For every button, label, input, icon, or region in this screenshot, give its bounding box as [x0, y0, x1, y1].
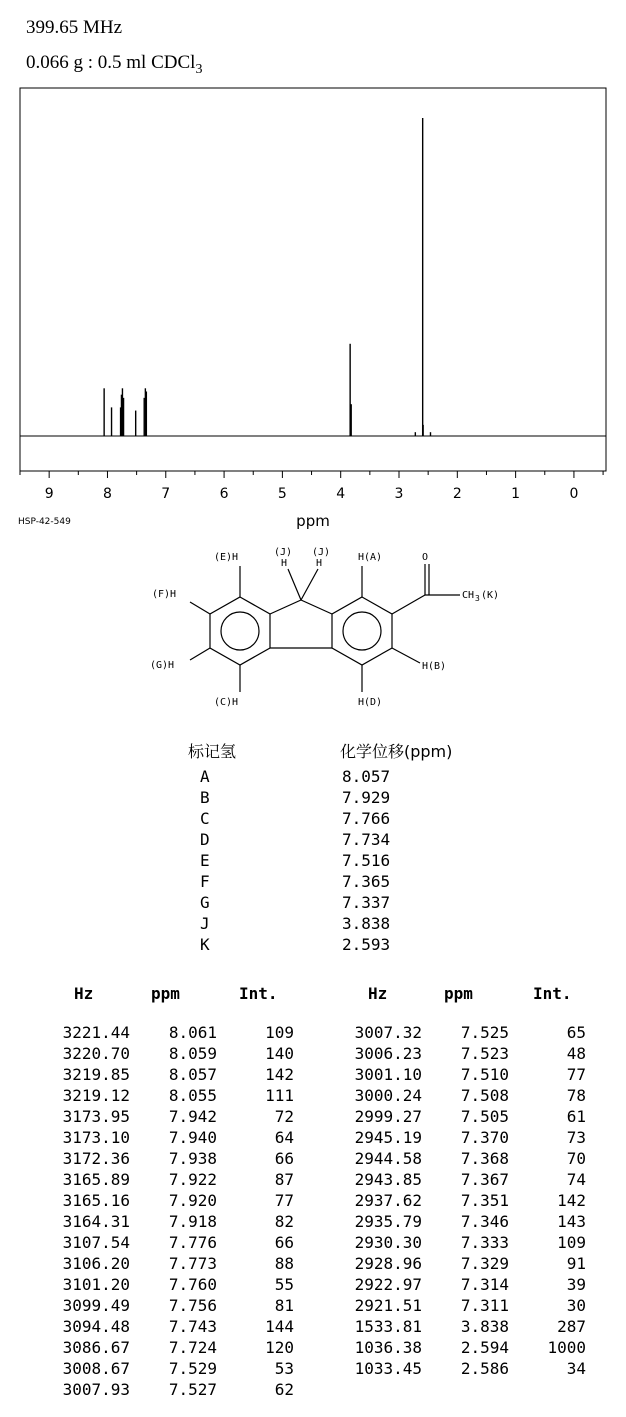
- peak-header-hz-right: Hz: [368, 984, 388, 1003]
- peak-intensity: 34: [566, 1359, 586, 1378]
- label-h-d: H(D): [358, 697, 383, 708]
- peak-intensity: 64: [274, 1128, 294, 1147]
- x-tick-label: 7: [161, 486, 171, 502]
- peak-hz: 2928.96: [354, 1254, 422, 1273]
- peak-hz: 2937.62: [354, 1191, 422, 1210]
- x-axis-label: ppm: [296, 512, 330, 530]
- label-oxygen: O: [422, 552, 429, 563]
- assignment-shift: 7.516: [342, 851, 391, 870]
- assignment-shift: 7.365: [342, 872, 391, 891]
- peak-intensity: 39: [566, 1275, 586, 1294]
- peak-hz: 3101.20: [62, 1275, 130, 1294]
- peak-intensity: 66: [274, 1233, 294, 1252]
- label-ch3: CH: [462, 590, 475, 601]
- sample-subscript: 3: [195, 61, 203, 77]
- peak-intensity: 1000: [547, 1338, 586, 1357]
- peak-ppm: 8.055: [168, 1086, 217, 1105]
- peak-intensity: 82: [274, 1212, 294, 1231]
- peak-hz: 2944.58: [354, 1149, 422, 1168]
- bond-ring-carbonyl: [392, 595, 425, 614]
- x-tick-label: 2: [452, 486, 462, 502]
- x-tick-label: 6: [219, 486, 229, 502]
- peak-ppm: 7.922: [168, 1170, 217, 1189]
- x-tick-label: 4: [336, 486, 346, 502]
- peak-intensity: 70: [566, 1149, 586, 1168]
- peak-header-ppm-left: ppm: [151, 984, 180, 1003]
- peak-ppm: 7.938: [168, 1149, 217, 1168]
- label-h-c: (C)H: [214, 697, 239, 708]
- peak-hz: 2999.27: [354, 1107, 422, 1126]
- peak-hz: 3007.32: [354, 1023, 422, 1042]
- peak-hz: 1533.81: [354, 1317, 422, 1336]
- assignment-label: B: [200, 788, 210, 807]
- peak-hz: 3173.95: [62, 1107, 130, 1126]
- bond-h-f: [190, 602, 210, 614]
- peak-group: [104, 118, 430, 436]
- peak-header-hz-left: Hz: [74, 984, 94, 1003]
- peak-ppm: 7.311: [460, 1296, 509, 1315]
- peak-intensity: 143: [557, 1212, 586, 1231]
- peak-ppm: 7.756: [168, 1296, 217, 1315]
- peak-hz: 3008.67: [62, 1359, 130, 1378]
- peak-intensity: 120: [265, 1338, 294, 1357]
- peak-intensity: 72: [274, 1107, 294, 1126]
- assignment-shift: 3.838: [342, 914, 391, 933]
- peak-intensity: 111: [265, 1086, 294, 1105]
- structure-bonds: [190, 564, 460, 692]
- peak-intensity: 109: [557, 1233, 586, 1252]
- peak-ppm: 7.760: [168, 1275, 217, 1294]
- assignment-shift: 7.337: [342, 893, 391, 912]
- peak-intensity: 77: [274, 1191, 294, 1210]
- peak-intensity: 78: [566, 1086, 586, 1105]
- label-k: (K): [481, 590, 500, 601]
- assignment-label: F: [200, 872, 210, 891]
- peak-intensity: 142: [265, 1065, 294, 1084]
- peak-ppm: 7.333: [460, 1233, 509, 1252]
- peak-hz: 3219.85: [62, 1065, 130, 1084]
- peak-ppm: 8.061: [168, 1023, 217, 1042]
- spectrometer-frequency: 399.65 MHz: [26, 17, 123, 38]
- label-h-a: H(A): [358, 552, 383, 563]
- cyclopentane-bridge: [270, 600, 332, 614]
- peak-intensity: 30: [566, 1296, 586, 1315]
- peak-header-int-left: Int.: [239, 984, 278, 1003]
- peak-intensity: 55: [274, 1275, 294, 1294]
- bond-h-b: [392, 648, 420, 663]
- label-h-ch2-1: H: [281, 558, 288, 569]
- x-axis-ticks: [20, 471, 603, 502]
- peak-ppm: 7.346: [460, 1212, 509, 1231]
- peak-intensity: 91: [566, 1254, 586, 1273]
- peak-ppm: 3.838: [460, 1317, 509, 1336]
- peak-intensity: 61: [566, 1107, 586, 1126]
- peak-hz: 2943.85: [354, 1170, 422, 1189]
- ch2-bond-2: [301, 569, 318, 600]
- peak-intensity: 73: [566, 1128, 586, 1147]
- peak-hz: 3220.70: [62, 1044, 130, 1063]
- peak-hz: 2922.97: [354, 1275, 422, 1294]
- right-benzene-ring: [332, 597, 392, 665]
- peak-ppm: 7.368: [460, 1149, 509, 1168]
- peak-ppm: 8.059: [168, 1044, 217, 1063]
- x-tick-label: 3: [394, 486, 404, 502]
- peak-hz: 1036.38: [354, 1338, 422, 1357]
- peak-ppm: 7.940: [168, 1128, 217, 1147]
- right-aromatic-circle: [343, 612, 381, 650]
- x-tick-label: 1: [511, 486, 521, 502]
- ch2-bond-1: [288, 569, 301, 600]
- peak-header-int-right: Int.: [533, 984, 572, 1003]
- peak-hz: 3006.23: [354, 1044, 422, 1063]
- peak-intensity: 287: [557, 1317, 586, 1336]
- assignment-label: D: [200, 830, 210, 849]
- peak-intensity: 142: [557, 1191, 586, 1210]
- peak-ppm: 7.743: [168, 1317, 217, 1336]
- peak-ppm: 7.505: [460, 1107, 509, 1126]
- peak-intensity: 53: [274, 1359, 294, 1378]
- peak-hz: 2945.19: [354, 1128, 422, 1147]
- peak-ppm: 7.510: [460, 1065, 509, 1084]
- peak-hz: 3164.31: [62, 1212, 130, 1231]
- peak-intensity: 77: [566, 1065, 586, 1084]
- peak-intensity: 74: [566, 1170, 586, 1189]
- peak-hz: 3165.89: [62, 1170, 130, 1189]
- peak-intensity: 66: [274, 1149, 294, 1168]
- peak-intensity: 48: [566, 1044, 586, 1063]
- peak-ppm: 2.594: [460, 1338, 509, 1357]
- label-h-b: H(B): [422, 661, 447, 672]
- peak-hz: 1033.45: [354, 1359, 422, 1378]
- peak-intensity: 62: [274, 1380, 294, 1399]
- assignment-shift: 8.057: [342, 767, 391, 786]
- peak-ppm: 7.529: [168, 1359, 217, 1378]
- bond-h-g: [190, 648, 210, 660]
- peak-ppm: 7.918: [168, 1212, 217, 1231]
- assignment-shift: 2.593: [342, 935, 391, 954]
- peak-hz: 3099.49: [62, 1296, 130, 1315]
- peak-ppm: 7.724: [168, 1338, 217, 1357]
- left-benzene-ring: [210, 597, 270, 665]
- assignment-label: E: [200, 851, 210, 870]
- label-h-ch2-2: H: [316, 558, 323, 569]
- peak-intensity: 87: [274, 1170, 294, 1189]
- spectrum-code: HSP-42-549: [18, 517, 71, 527]
- peak-intensity: 81: [274, 1296, 294, 1315]
- label-h-g: (G)H: [150, 660, 175, 671]
- peak-ppm: 7.920: [168, 1191, 217, 1210]
- left-aromatic-circle: [221, 612, 259, 650]
- nmr-spectrum-chart: [0, 0, 626, 540]
- assignment-shift: 7.766: [342, 809, 391, 828]
- label-h-f: (F)H: [152, 589, 177, 600]
- assignment-header-shift: 化学位移(ppm): [340, 742, 453, 761]
- peak-ppm: 2.586: [460, 1359, 509, 1378]
- peak-hz: 3007.93: [62, 1380, 130, 1399]
- peak-hz: 3094.48: [62, 1317, 130, 1336]
- peak-hz: 3000.24: [354, 1086, 422, 1105]
- peak-ppm: 7.776: [168, 1233, 217, 1252]
- peak-intensity: 144: [265, 1317, 294, 1336]
- peak-ppm: 7.942: [168, 1107, 217, 1126]
- peak-ppm: 7.508: [460, 1086, 509, 1105]
- peak-hz: 3221.44: [62, 1023, 130, 1042]
- molecule-structure: [0, 540, 626, 730]
- peak-intensity: 65: [566, 1023, 586, 1042]
- peak-ppm: 7.367: [460, 1170, 509, 1189]
- assignment-label: J: [200, 914, 210, 933]
- peak-ppm: 7.314: [460, 1275, 509, 1294]
- assignment-label: C: [200, 809, 210, 828]
- peak-ppm: 7.351: [460, 1191, 509, 1210]
- x-tick-label: 0: [569, 486, 579, 502]
- peak-hz: 3219.12: [62, 1086, 130, 1105]
- peak-hz: 3106.20: [62, 1254, 130, 1273]
- peak-ppm: 7.523: [460, 1044, 509, 1063]
- peak-hz: 2930.30: [354, 1233, 422, 1252]
- label-ch3-subscript: 3: [475, 594, 480, 603]
- peak-hz: 3107.54: [62, 1233, 130, 1252]
- peak-ppm: 8.057: [168, 1065, 217, 1084]
- assignment-label: K: [200, 935, 210, 954]
- peak-ppm: 7.329: [460, 1254, 509, 1273]
- peak-intensity: 88: [274, 1254, 294, 1273]
- peak-intensity: 109: [265, 1023, 294, 1042]
- sample-text: 0.066 g : 0.5 ml CDCl: [26, 52, 196, 73]
- peak-header-ppm-right: ppm: [444, 984, 473, 1003]
- peak-intensity: 140: [265, 1044, 294, 1063]
- peak-ppm: 7.370: [460, 1128, 509, 1147]
- peak-hz: 3086.67: [62, 1338, 130, 1357]
- peak-hz: 2921.51: [354, 1296, 422, 1315]
- assignment-label: G: [200, 893, 210, 912]
- label-h-e: (E)H: [214, 552, 239, 563]
- peak-hz: 3001.10: [354, 1065, 422, 1084]
- assignment-shift: 7.929: [342, 788, 391, 807]
- peak-hz: 3173.10: [62, 1128, 130, 1147]
- label-j-2: (J): [312, 547, 331, 558]
- peak-hz: 3172.36: [62, 1149, 130, 1168]
- peak-ppm: 7.527: [168, 1380, 217, 1399]
- peak-ppm: 7.773: [168, 1254, 217, 1273]
- label-j-1: (J): [274, 547, 293, 558]
- assignment-label: A: [200, 767, 210, 786]
- peak-hz: 2935.79: [354, 1212, 422, 1231]
- assignment-header-label: 标记氢: [188, 742, 237, 761]
- x-tick-label: 8: [103, 486, 112, 502]
- assignment-shift: 7.734: [342, 830, 391, 849]
- x-tick-label: 9: [44, 486, 54, 502]
- peak-ppm: 7.525: [460, 1023, 509, 1042]
- x-tick-label: 5: [277, 486, 287, 502]
- peak-hz: 3165.16: [62, 1191, 130, 1210]
- plot-frame: [20, 88, 606, 471]
